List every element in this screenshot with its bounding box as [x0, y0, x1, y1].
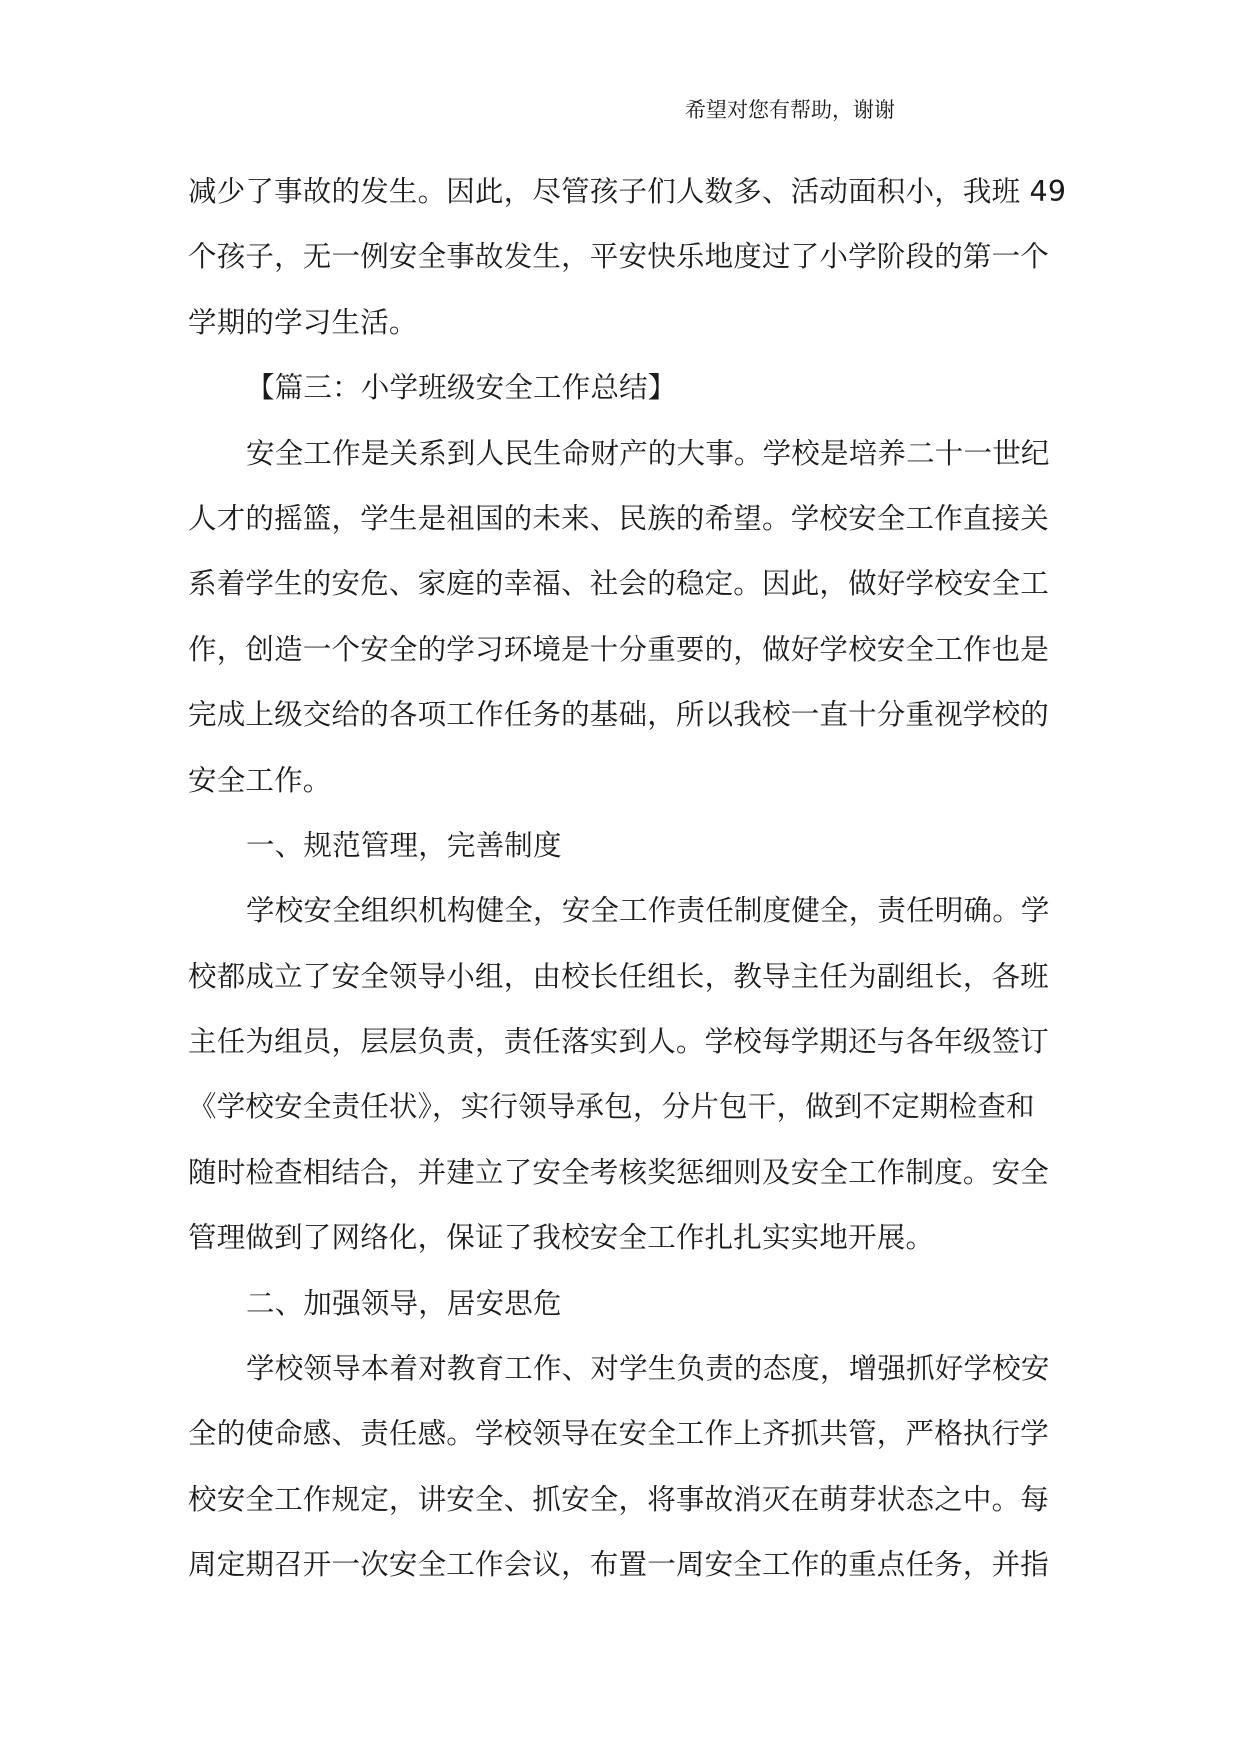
- text-line: 管理做到了网络化，保证了我校安全工作扎扎实实地开展。: [188, 1221, 935, 1255]
- section-title: 【篇三：小学班级安全工作总结】: [246, 371, 677, 405]
- text-line: 校都成立了安全领导小组，由校长任组长，教导主任为副组长，各班: [188, 959, 1050, 993]
- text-line: 安全工作。: [188, 763, 332, 797]
- text-line: 《学校安全责任状》，实行领导承包，分片包干，做到不定期检查和: [188, 1090, 1035, 1124]
- document-body: [188, 159, 1067, 1598]
- subheading: 一、规范管理，完善制度: [246, 828, 562, 862]
- text-line: 学校领导本着对教育工作、对学生负责的态度，增强抓好学校安: [246, 1352, 1050, 1386]
- text-line: 作，创造一个安全的学习环境是十分重要的，做好学校安全工作也是: [188, 632, 1050, 666]
- text-line: 系着学生的安危、家庭的幸福、社会的稳定。因此，做好学校安全工: [188, 567, 1050, 601]
- header-note: 希望对您有帮助，谢谢: [685, 98, 895, 122]
- text-line: 学期的学习生活。: [188, 305, 418, 339]
- text-line: 主任为组员，层层负责，责任落实到人。学校每学期还与各年级签订: [188, 1025, 1050, 1059]
- text-line: 学校安全组织机构健全，安全工作责任制度健全，责任明确。学: [246, 894, 1050, 928]
- subheading: 二、加强领导，居安思危: [246, 1286, 562, 1320]
- text-line: 全的使命感、责任感。学校领导在安全工作上齐抓共管，严格执行学: [188, 1417, 1050, 1451]
- text-line: 随时检查相结合，并建立了安全考核奖惩细则及安全工作制度。安全: [188, 1155, 1050, 1189]
- text-line: 周定期召开一次安全工作会议，布置一周安全工作的重点任务，并指: [188, 1548, 1050, 1582]
- text-line: 安全工作是关系到人民生命财产的大事。学校是培养二十一世纪: [246, 436, 1050, 470]
- text-line: 完成上级交给的各项工作任务的基础，所以我校一直十分重视学校的: [188, 698, 1050, 732]
- text-line: 个孩子，无一例安全事故发生，平安快乐地度过了小学阶段的第一个: [188, 240, 1050, 274]
- text-line: 校安全工作规定，讲安全、抓安全，将事故消灭在萌芽状态之中。每: [188, 1482, 1050, 1516]
- text-line: 减少了事故的发生。因此，尽管孩子们人数多、活动面积小，我班 49: [188, 175, 1067, 208]
- text-line: 人才的摇篮，学生是祖国的未来、民族的希望。学校安全工作直接关: [188, 501, 1050, 535]
